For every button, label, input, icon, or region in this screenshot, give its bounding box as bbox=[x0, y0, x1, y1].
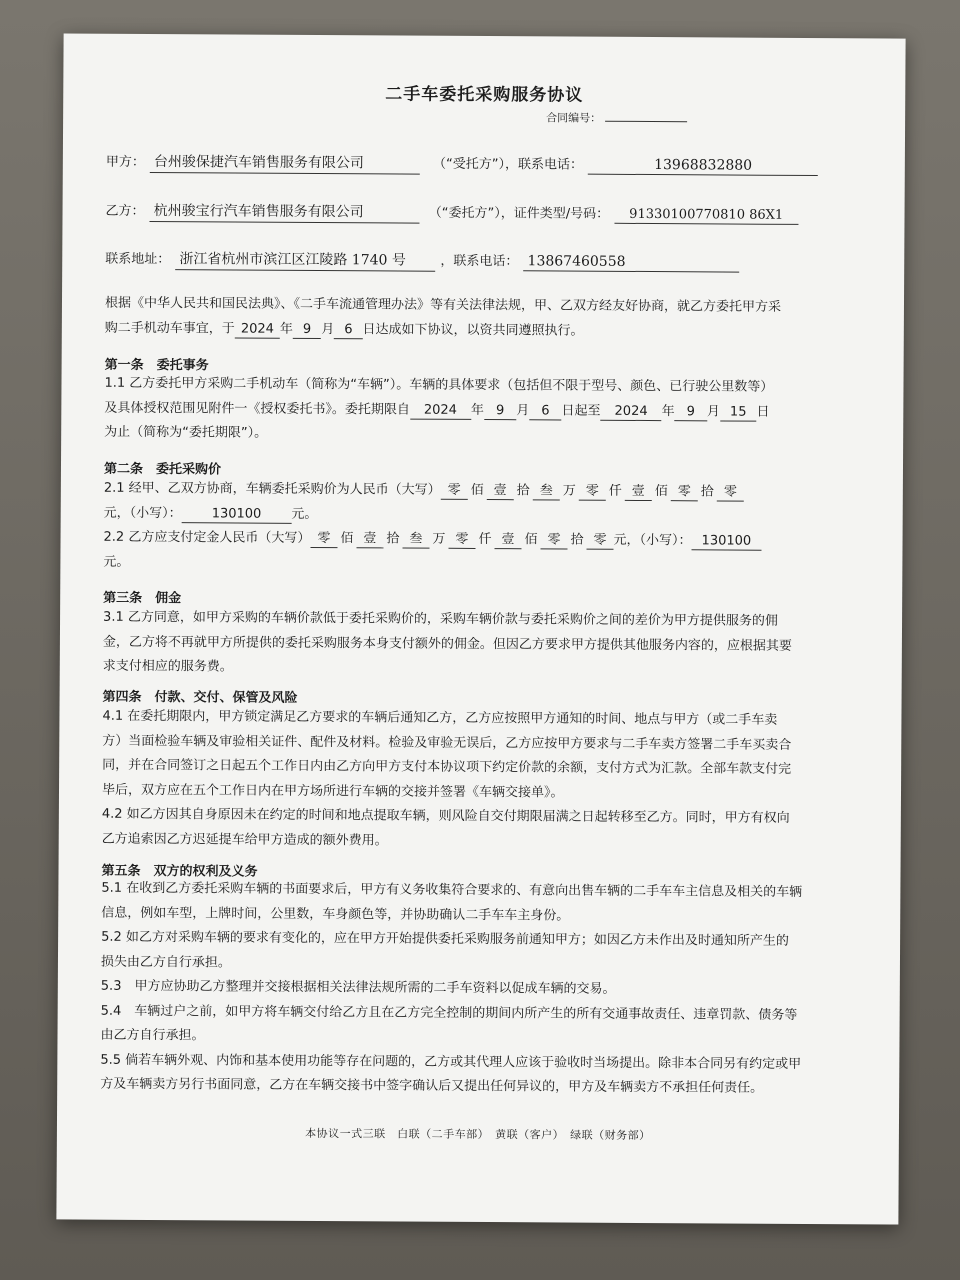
amount-char: 拾 bbox=[700, 484, 714, 500]
address-row bbox=[105, 248, 739, 274]
amount-char: 佰 bbox=[470, 482, 484, 499]
amount-char: 壹 bbox=[494, 532, 521, 549]
address-label: 联系地址： bbox=[105, 251, 171, 268]
party-a-label: 甲方： bbox=[105, 154, 145, 170]
sign-month: 9 bbox=[293, 321, 321, 338]
intro-line-2: 购二手机动车事宜，于 2024 年 9 月 6 日达成如下协议，以资共同遵照执行。 bbox=[104, 320, 584, 339]
article-2-heading: 第二条 委托采购价 bbox=[103, 461, 222, 478]
address-phone: 13867460558 bbox=[523, 253, 739, 272]
deposit-in-figures: 130100 bbox=[692, 533, 762, 550]
article-1-body: 1.1 乙方委托甲方采购二手机动车（简称为“车辆”）。车辆的具体要求（包括但不限于型号、颜色、已行驶公里数等） 及具体授权范围见附件一《授权委托书》。委托期限自 2024 年 9 月 6 日起至 2024 年 9 月 15 日 为止（简称为“委托期限”）。 bbox=[104, 375, 774, 441]
period-start-year: 2024 bbox=[410, 402, 471, 419]
address-phone-label: ，联系电话： bbox=[440, 253, 519, 270]
period-end-year: 2024 bbox=[600, 403, 661, 420]
contract-number-label: 合同编号： bbox=[546, 111, 602, 125]
party-b-role: （“委托方”），证件类型/号码： bbox=[428, 205, 610, 222]
party-a-name: 台州骏保捷汽车销售服务有限公司 bbox=[150, 151, 420, 175]
intro-line-1: 根据《中华人民共和国民法典》、《二手车流通管理办法》等有关法律法规，甲、乙双方经友好协商，就乙方委托甲方采 bbox=[104, 295, 782, 315]
article-3-body: 3.1 乙方同意，如甲方采购的车辆价款低于委托采购价的，采购车辆价款与委托采购价之间的差价为甲方提供服务的佣 金，乙方将不再就甲方所提供的委托采购服务本身支付额外的佣金。但因乙方要求甲方提供其他服务内容的，应根据其要 求支付相应的服务费。 bbox=[102, 609, 792, 675]
period-start-month: 9 bbox=[484, 403, 516, 420]
copies-footer: 本协议一式三联 白联（二手车部） 黄联（客户） 绿联（财务部） bbox=[305, 1126, 651, 1143]
address-value: 浙江省杭州市滨江区江陵路 1740 号 bbox=[175, 248, 435, 272]
amount-char: 壹 bbox=[625, 484, 652, 501]
party-b-row bbox=[105, 200, 798, 226]
amount-char: 仟 bbox=[478, 531, 492, 548]
amount-char: 零 bbox=[540, 532, 567, 549]
amount-char: 壹 bbox=[356, 531, 383, 548]
period-start-day: 6 bbox=[529, 403, 561, 420]
amount-char: 零 bbox=[586, 533, 613, 550]
amount-char: 零 bbox=[717, 484, 744, 501]
period-end-day: 15 bbox=[720, 404, 757, 421]
price-in-figures: 130100 bbox=[182, 506, 292, 524]
intro-paragraph bbox=[105, 292, 865, 346]
party-b-label: 乙方： bbox=[105, 203, 145, 219]
amount-char: 零 bbox=[310, 531, 337, 548]
party-a-role: （“受托方”），联系电话： bbox=[432, 156, 584, 173]
article-4-body: 4.1 在委托期限内，甲方锁定满足乙方要求的车辆后通知乙方，乙方应按照甲方通知的时间、地点与甲方（或二手车卖 方）当面检验车辆及审验相关证件、配件及材料。检验及审验无误后，乙方应按甲方要求与二手车卖方签署二手车买卖合 同，并在合同签订之日起五个工作日内由乙方向甲方支付本协议项下约定价款的余额，支付方式为汇款。全部车款支付完 毕后，双方应在五个工作日内在甲方场所进行车辆的交接并签署《车辆交接单》。 4.2 如乙方因其自身原因未在约定的时间和地点提取车辆，则风险自交付期限届满之日起转移至乙方。同时，甲方有权向 乙方追索因乙方迟延提车给甲方造成的额外费用。 bbox=[101, 708, 792, 848]
party-a-phone: 13968832880 bbox=[588, 157, 818, 176]
amount-char: 叁 bbox=[402, 532, 429, 549]
amount-char: 佰 bbox=[654, 484, 668, 500]
amount-char: 佰 bbox=[524, 532, 538, 548]
document-title: 二手车委托采购服务协议 bbox=[385, 84, 584, 106]
amount-char: 壹 bbox=[487, 483, 514, 500]
contract-paper bbox=[56, 33, 905, 1224]
party-b-name: 杭州骏宝行汽车销售服务有限公司 bbox=[150, 200, 420, 224]
article-5-body: 5.1 在收到乙方委托采购车辆的书面要求后，甲方有义务收集符合要求的、有意向出售车辆的二手车车主信息及相关的车辆 信息，例如车型，上牌时间，公里数，车身颜色等，并协助确认二手车车主身份。 5.2 如乙方对采购车辆的要求有变化的，应在甲方开始提供委托采购服务前通知甲方；如因乙方未作出及时通知所产生的 损失由乙方自行承担。 5.3 甲方应协助乙方整理并交接根据相关法律法规所需的二手车资料以促成车辆的交易。 5.4 车辆过户之前，如甲方将车辆交付给乙方且在乙方完全控制的期间内所产生的所有交通事故责任、违章罚款、债务等 由乙方自行承担。 5.5 倘若车辆外观、内饰和基本使用功能等存在问题的，乙方或其代理人应该于验收时当场提出。除非本合同另有约定或甲 方及车辆卖方另行书面同意，乙方在车辆交接书中签字确认后又提出任何异议的，甲方及车辆卖方不承担任何责任。 bbox=[100, 880, 803, 1096]
sign-day: 6 bbox=[334, 322, 362, 339]
article-3-heading: 第三条 佣金 bbox=[103, 590, 182, 607]
contract-number bbox=[546, 108, 687, 126]
amount-char: 拾 bbox=[570, 532, 584, 548]
price-in-words bbox=[441, 483, 744, 500]
amount-char: 零 bbox=[671, 484, 698, 501]
amount-char: 万 bbox=[562, 483, 576, 499]
party-a-row bbox=[106, 151, 818, 177]
deposit-in-words bbox=[310, 531, 613, 548]
amount-char: 零 bbox=[448, 532, 475, 549]
amount-char: 拾 bbox=[386, 531, 400, 547]
article-5-heading: 第五条 双方的权利及义务 bbox=[101, 863, 258, 880]
sign-year: 2024 bbox=[235, 321, 280, 338]
amount-char: 零 bbox=[441, 483, 468, 500]
article-1-heading: 第一条 委托事务 bbox=[104, 357, 209, 374]
amount-char: 拾 bbox=[516, 483, 530, 499]
article-4-heading: 第四条 付款、交付、保管及风险 bbox=[102, 689, 298, 706]
amount-char: 零 bbox=[579, 484, 606, 501]
party-b-id: 91330100770810 86X1 bbox=[614, 207, 798, 225]
article-2-body: 2.1 经甲、乙双方协商，车辆委托采购价为人民币（大写） 零 佰 壹 拾 叁 万 零 仟 壹 佰 零 拾 零 元，（小写）： 130100 元。 2.2 乙方应支付定金人民币（大写） 零 佰 壹 拾 叁 万 零 仟 壹 佰 零 拾 零 元，（小写）： 130100 元。 bbox=[103, 477, 864, 580]
amount-char: 万 bbox=[432, 531, 446, 547]
period-end-month: 9 bbox=[675, 404, 707, 421]
amount-char: 佰 bbox=[340, 531, 354, 547]
contract-number-blank bbox=[605, 109, 687, 123]
amount-char: 叁 bbox=[533, 483, 560, 500]
amount-char: 仟 bbox=[608, 483, 622, 499]
